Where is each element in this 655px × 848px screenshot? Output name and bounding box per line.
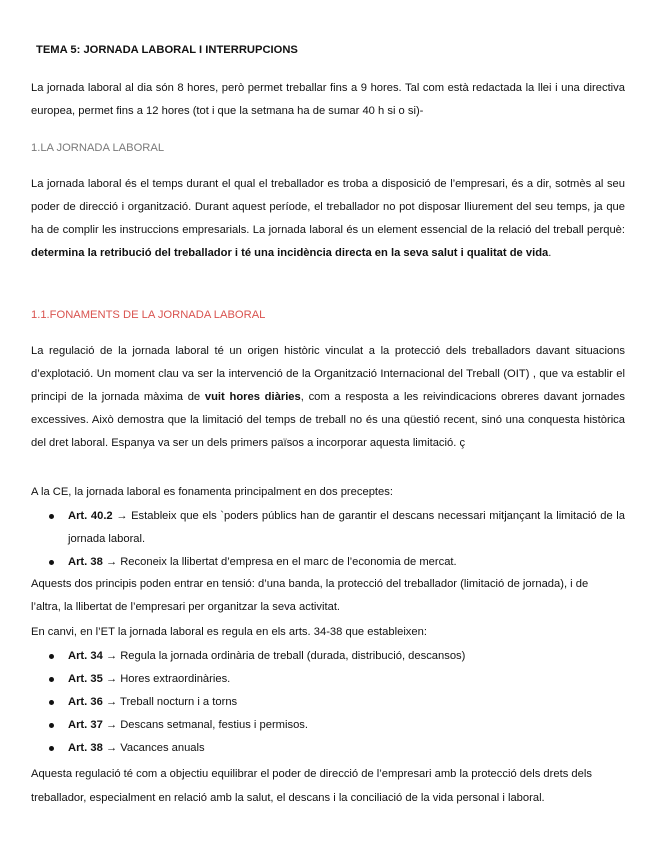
bullet-icon: [49, 677, 54, 682]
article-desc: → Treball nocturn i a torns: [102, 696, 238, 708]
article-ref: Art. 40.2: [68, 510, 113, 522]
article-ref: Art. 35: [68, 673, 103, 685]
bullet-icon: [49, 723, 54, 728]
article-ref: Art. 38: [68, 742, 103, 754]
section-1-heading: 1.LA JORNADA LABORAL: [31, 142, 165, 154]
list-item: [31, 691, 625, 714]
list-item: [31, 505, 625, 551]
article-ref: Art. 38: [68, 556, 103, 568]
section-1-bold-text: determina la retribució del treballador i té una incidència directa en la seva salut i qualitat de vida: [31, 247, 549, 259]
article-desc: → Estableix que els `poders públics han de garantir el descans necessari mitjançant la limitació de la jornada laboral.: [68, 510, 626, 545]
article-ref: Art. 34: [68, 650, 103, 662]
closing-line-1: Aquesta regulació té com a objectiu equilibrar el poder de direcció de l’empresari amb la protecció dels drets dels: [31, 768, 592, 780]
article-desc: → Vacances anuals: [102, 742, 205, 754]
bullet-icon: [49, 700, 54, 705]
article-desc: → Reconeix la llibertat d’empresa en el marc de l’economia de mercat.: [102, 556, 457, 568]
section-1-1-text: La regulació de la jornada laboral té un origen històric vinculat a la protecció dels treballadors davant situacions d’explotació. Un moment clau va ser la intervenció de la Organització Internacional del Treball (OIT) , que va establir el principi de la jornada màxima de: [31, 345, 625, 403]
document-title: TEMA 5: JORNADA LABORAL I INTERRUPCIONS: [36, 44, 298, 56]
list-item: [31, 551, 625, 574]
bullet-icon: [49, 560, 54, 565]
article-desc: → Descans setmanal, festius i permisos.: [102, 719, 309, 731]
tension-line-2: l’altra, la llibertat de l’empresari per organitzar la seva activitat.: [31, 601, 341, 613]
section-1-1-heading: 1.1.FONAMENTS DE LA JORNADA LABORAL: [31, 309, 266, 321]
section-1-1-paragraph: [31, 340, 625, 455]
ce-list: [31, 505, 625, 574]
list-item: [31, 668, 625, 691]
et-list: [31, 645, 625, 760]
et-intro: En canvi, en l’ET la jornada laboral es regula en els arts. 34-38 que estableixen:: [31, 626, 427, 638]
list-item: [31, 737, 625, 760]
section-1-text: La jornada laboral és el temps durant el qual el treballador es troba a disposició de l’empresari, és a dir, sotmès al seu poder de direcció i organització. Durant aquest període, el treballador no pot disposar lliurement del seu temps, ja que ha de complir les instruccions empresarials. La jornada laboral és un element essencial de la relació del treball perquè:: [31, 178, 625, 236]
section-1-1-text-cont: , com a resposta a les reivindicacions obreres davant jornades excessives. Això demostra que la limitació del temps de treball no és una qüestió recent, sinó una conquesta històrica del dret laboral. Espanya va ser un dels primers països a incorporar aquesta limitació. ç: [31, 391, 625, 449]
bullet-icon: [49, 746, 54, 751]
tension-line-1: Aquests dos principis poden entrar en tensió: d’una banda, la protecció del treballador (limitació de jornada), i de: [31, 578, 589, 590]
section-1-text-end: .: [548, 247, 552, 259]
article-ref: Art. 37: [68, 719, 103, 731]
list-item: [31, 645, 625, 668]
section-1-paragraph: [31, 173, 625, 265]
article-desc: → Regula la jornada ordinària de treball (durada, distribució, descansos): [102, 650, 466, 662]
bullet-icon: [49, 654, 54, 659]
section-1-1-bold-text: vuit hores diàries: [204, 391, 301, 403]
closing-line-2: treballador, especialment en relació amb la salut, el descans i la conciliació de la vida personal i laboral.: [31, 792, 545, 804]
article-desc: → Hores extraordinàries.: [102, 673, 231, 685]
intro-paragraph: La jornada laboral al dia són 8 hores, però permet treballar fins a 9 hores. Tal com està redactada la llei i una directiva europea, permet fins a 12 hores (tot i que la setmana ha de sumar 40 h si o si)-: [31, 82, 625, 117]
ce-intro: A la CE, la jornada laboral es fonamenta principalment en dos preceptes:: [31, 486, 393, 498]
article-ref: Art. 36: [68, 696, 103, 708]
bullet-icon: [49, 514, 54, 519]
list-item: [31, 714, 625, 737]
